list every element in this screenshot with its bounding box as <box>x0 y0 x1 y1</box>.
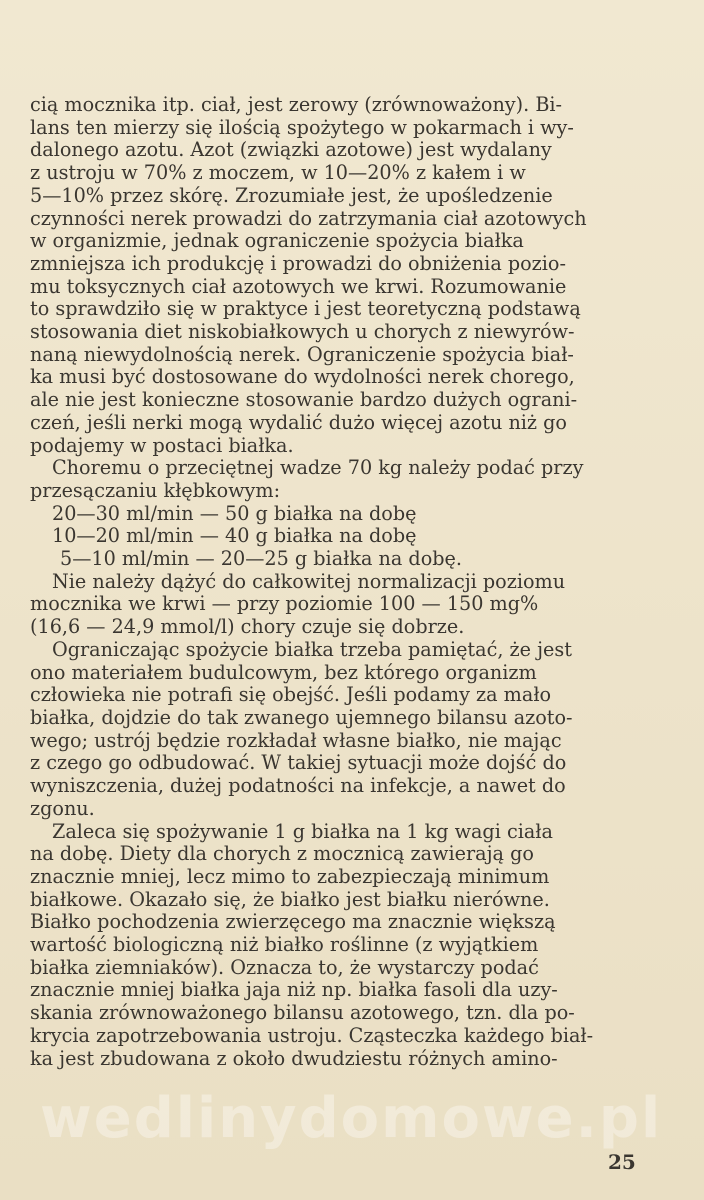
text-line: znacznie mniej białka jaja niż np. białka fasoli dla uzy- <box>30 978 558 1002</box>
text-line: człowieka nie potrafi się obejść. Jeśli podamy za mało <box>30 683 552 707</box>
text-line: Białko pochodzenia zwierzęcego ma znacznie większą <box>30 910 556 934</box>
text-line: skania zrównoważonego bilansu azotowego, tzn. dla po- <box>30 1001 575 1025</box>
text-line: cią mocznika itp. ciał, jest zerowy (zrównoważony). Bi- <box>30 93 563 116</box>
text-line: mocznika we krwi — przy poziomie 100 — 150 mg% <box>30 592 539 616</box>
text-line: wartość biologiczną niż białko roślinne (z wyjątkiem <box>30 933 539 957</box>
filtration-list <box>30 503 638 571</box>
text-line: 5—10% przez skórę. Zrozumiałe jest, że upośledzenie <box>30 183 553 207</box>
text-line: z ustroju w 70% z moczem, w 10—20% z kałem i w <box>30 161 526 185</box>
text-line: naną niewydolnością nerek. Ograniczenie spożycia biał- <box>30 342 574 366</box>
paragraph-2 <box>30 457 638 502</box>
text-line: czynności nerek prowadzi do zatrzymania ciał azotowych <box>30 206 587 230</box>
text-line: krycia zapotrzebowania ustroju. Cząsteczka każdego biał- <box>30 1023 594 1047</box>
text-line: na dobę. Diety dla chorych z mocznicą zawierają go <box>30 842 534 866</box>
text-line: dalonego azotu. Azot (związki azotowe) jest wydalany <box>30 138 552 162</box>
text-line: Choremu o przeciętnej wadze 70 kg należy podać przy <box>52 456 584 480</box>
text-line: Ograniczając spożycie białka trzeba pamiętać, że jest <box>52 637 572 661</box>
text-line: ale nie jest konieczne stosowanie bardzo dużych ograni- <box>30 388 578 412</box>
list-item: 10—20 ml/min — 40 g białka na dobę <box>52 524 417 548</box>
text-line: wyniszczenia, dużej podatności na infekcje, a nawet do <box>30 774 566 798</box>
text-line: podajemy w postaci białka. <box>30 433 294 457</box>
paragraph-5 <box>30 821 638 1071</box>
text-line: przesączaniu kłębkowym: <box>30 478 281 502</box>
text-line: ka jest zbudowana z około dwudziestu różnych amino- <box>30 1046 558 1070</box>
paragraph-4 <box>30 639 638 821</box>
text-line: wego; ustrój będzie rozkładał własne białko, nie mając <box>30 728 562 752</box>
text-line: Zaleca się spożywanie 1 g białka na 1 kg wagi ciała <box>52 819 553 843</box>
paragraph-3 <box>30 571 638 639</box>
text-line: zgonu. <box>30 796 95 820</box>
list-item: 5—10 ml/min — 20—25 g białka na dobę. <box>60 547 462 571</box>
text-line: lans ten mierzy się ilością spożytego w pokarmach i wy- <box>30 115 574 139</box>
text-line: stosowania diet niskobiałkowych u chorych z niewyrów- <box>30 320 575 344</box>
text-line: Nie należy dążyć do całkowitej normalizacji poziomu <box>52 569 566 593</box>
text-line: (16,6 — 24,9 mmol/l) chory czuje się dobrze. <box>30 615 465 639</box>
body-text <box>30 94 638 1070</box>
text-line: w organizmie, jednak ograniczenie spożycia białka <box>30 229 524 253</box>
text-line: białkowe. Okazało się, że białko jest białku nierówne. <box>30 887 550 911</box>
text-line: znacznie mniej, lecz mimo to zabezpieczają minimum <box>30 864 550 888</box>
text-line: mu toksycznych ciał azotowych we krwi. Rozumowanie <box>30 274 567 298</box>
page-number: 25 <box>608 1150 636 1174</box>
text-line: czeń, jeśli nerki mogą wydalić dużo więcej azotu niż go <box>30 410 567 434</box>
text-line: to sprawdziło się w praktyce i jest teoretyczną podstawą <box>30 297 581 321</box>
text-line: białka ziemniaków). Oznacza to, że wystarczy podać <box>30 955 539 979</box>
list-item: 20—30 ml/min — 50 g białka na dobę <box>52 501 417 525</box>
text-line: białka, dojdzie do tak zwanego ujemnego bilansu azoto- <box>30 705 573 729</box>
paragraph-1 <box>30 94 638 457</box>
text-line: zmniejsza ich produkcję i prowadzi do obniżenia pozio- <box>30 251 566 275</box>
text-line: ka musi być dostosowane do wydolności nerek chorego, <box>30 365 575 389</box>
text-line: ono materiałem budulcowym, bez którego organizm <box>30 660 537 684</box>
watermark: wedlinydomowe.pl <box>40 1086 663 1151</box>
text-line: z czego go odbudować. W takiej sytuacji może dojść do <box>30 751 567 775</box>
